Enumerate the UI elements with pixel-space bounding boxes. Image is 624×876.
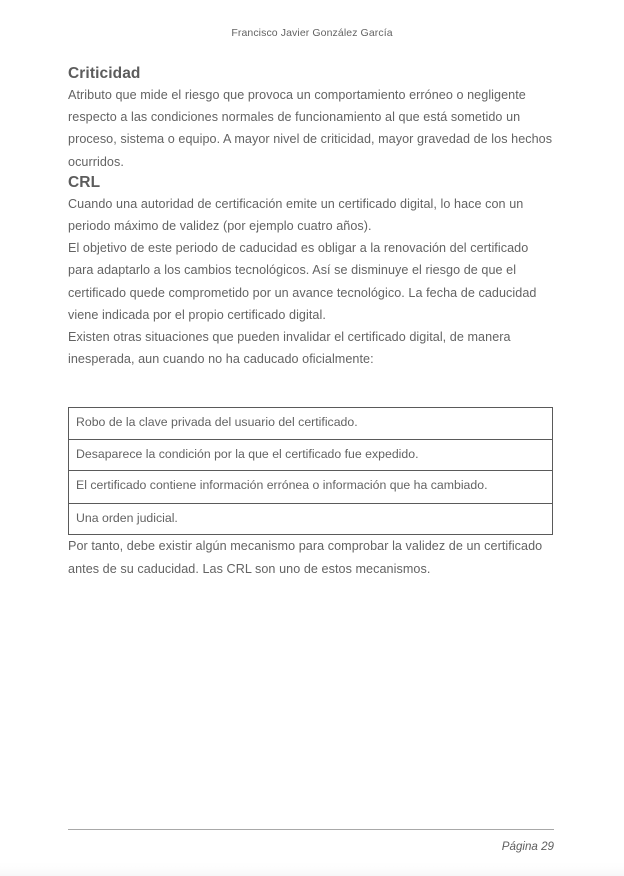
footer-divider	[68, 829, 554, 830]
section-heading-crl: CRL	[68, 173, 101, 191]
table-row	[69, 471, 553, 504]
table-row	[69, 503, 553, 535]
table-row	[69, 408, 553, 440]
page-number: Página 29	[501, 840, 554, 853]
section-heading-criticidad: Criticidad	[68, 65, 141, 82]
paragraph-crl-3: Existen otras situaciones que pueden invalidar el certificado digital, de manera inesperada, aun cuando no ha caducado oficialmente:	[68, 330, 511, 367]
table-cell: Desaparece la condición por la que el certificado fue expedido.	[69, 439, 553, 471]
table-row	[69, 439, 553, 471]
document-body	[68, 64, 553, 580]
paragraph-criticidad-1: Atributo que mide el riesgo que provoca un comportamiento erróneo o negligente respecto a las condiciones normales de funcionamiento al que está sometido un proceso, sistema o equipo. A mayor nivel de criticidad, mayor gravedad de los hechos ocurridos.	[68, 88, 553, 169]
paragraph-closing: Por tanto, debe existir algún mecanismo para comprobar la validez de un certificado antes de su caducidad. Las CRL son uno de estos mecanismos.	[68, 539, 543, 576]
running-header: Francisco Javier González García	[231, 27, 393, 39]
invalidation-causes-table	[68, 407, 553, 535]
paragraph-crl-2: El objetivo de este periodo de caducidad es obligar a la renovación del certificado para adaptarlo a los cambios tecnológicos. Así se disminuye el riesgo de que el certificado quede comprometido por un avance tecnológico. La fecha de caducidad viene indicada por el propio certificado digital.	[68, 241, 537, 322]
table-cell: Una orden judicial.	[69, 503, 553, 535]
page-footer	[68, 829, 554, 854]
table-cell: El certificado contiene información errónea o información que ha cambiado.	[69, 471, 553, 504]
table-cell: Robo de la clave privada del usuario del certificado.	[69, 408, 553, 440]
paragraph-crl-1: Cuando una autoridad de certificación emite un certificado digital, lo hace con un periodo máximo de validez (por ejemplo cuatro años).	[68, 196, 524, 234]
page-bottom-edge	[0, 862, 624, 876]
